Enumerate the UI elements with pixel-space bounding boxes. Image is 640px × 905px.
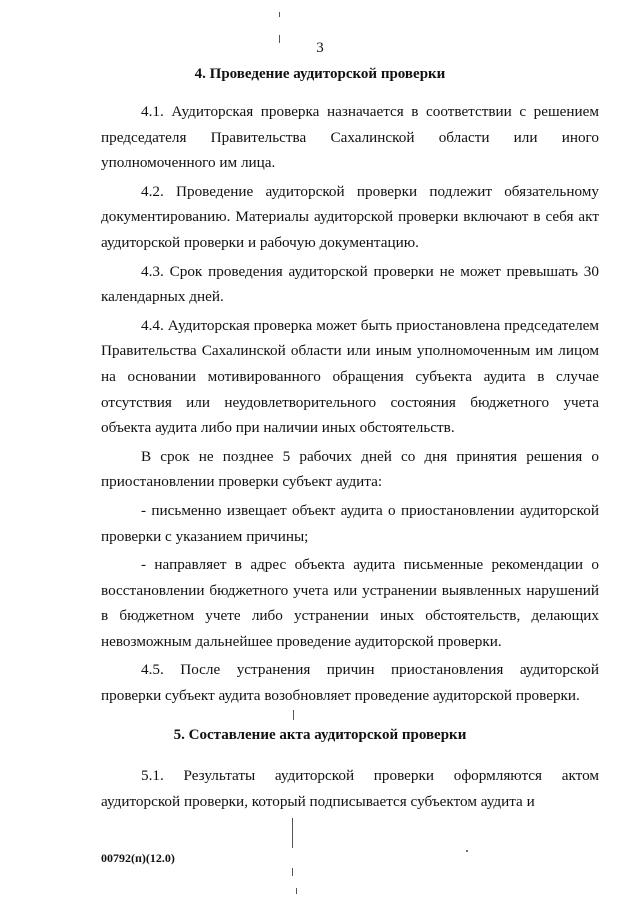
section-5-heading: 5. Составление акта аудиторской проверки — [173, 727, 467, 743]
list-item-notify: - письменно извещает объект аудита о приостановлении аудиторской проверки с указанием причины; — [101, 501, 599, 545]
page-number: 3 — [316, 40, 324, 56]
document-code: 00792(п)(12.0) — [101, 851, 175, 865]
paragraph-4-3: 4.3. Срок проведения аудиторской проверки не может превышать 30 календарных дней. — [101, 262, 599, 306]
section-4-heading: 4. Проведение аудиторской проверки — [194, 66, 446, 82]
paragraph-4-2: 4.2. Проведение аудиторской проверки подлежит обязательному документированию. Материалы аудиторской проверки включают в себя акт аудиторской проверки и рабочую документацию. — [101, 182, 599, 251]
scan-artifact-dot — [466, 850, 468, 852]
paragraph-suspension-deadline: В срок не позднее 5 рабочих дней со дня принятия решения о приостановлении проверки субъект аудита: — [101, 447, 599, 491]
paragraph-4-1: 4.1. Аудиторская проверка назначается в соответствии с решением председателя Правительства Сахалинской области или иного уполномоченного им лица. — [101, 103, 599, 172]
paragraph-4-4: 4.4. Аудиторская проверка может быть приостановлена председателем Правительства Сахалинской области или иным уполномоченным им лицом на основании мотивированного обращения субъекта аудита в случае отсутствия или неудовлетворительного состояния бюджетного учета объекта аудита либо при наличии иных обстоятельств. — [101, 316, 599, 437]
scan-artifact-line — [296, 888, 297, 894]
paragraph-5-1: 5.1. Результаты аудиторской проверки оформляются актом аудиторской проверки, который подписывается субъектом аудита и — [101, 767, 599, 810]
scan-artifact-line — [292, 818, 293, 848]
section-4-body — [101, 99, 599, 712]
scan-artifact-line — [279, 12, 280, 17]
paragraph-4-5: 4.5. После устранения причин приостановления аудиторской проверки субъект аудита возобновляет проведение аудиторской проверки. — [101, 661, 599, 705]
scan-artifact-line — [292, 868, 293, 876]
list-item-recommendations: - направляет в адрес объекта аудита письменные рекомендации о восстановлении бюджетного учета или устранении выявленных нарушений в бюджетном учете либо устранении иных обстоятельств, делающих невозможным дальнейшее проведение аудиторской проверки. — [101, 556, 599, 650]
section-5-body — [101, 763, 599, 814]
